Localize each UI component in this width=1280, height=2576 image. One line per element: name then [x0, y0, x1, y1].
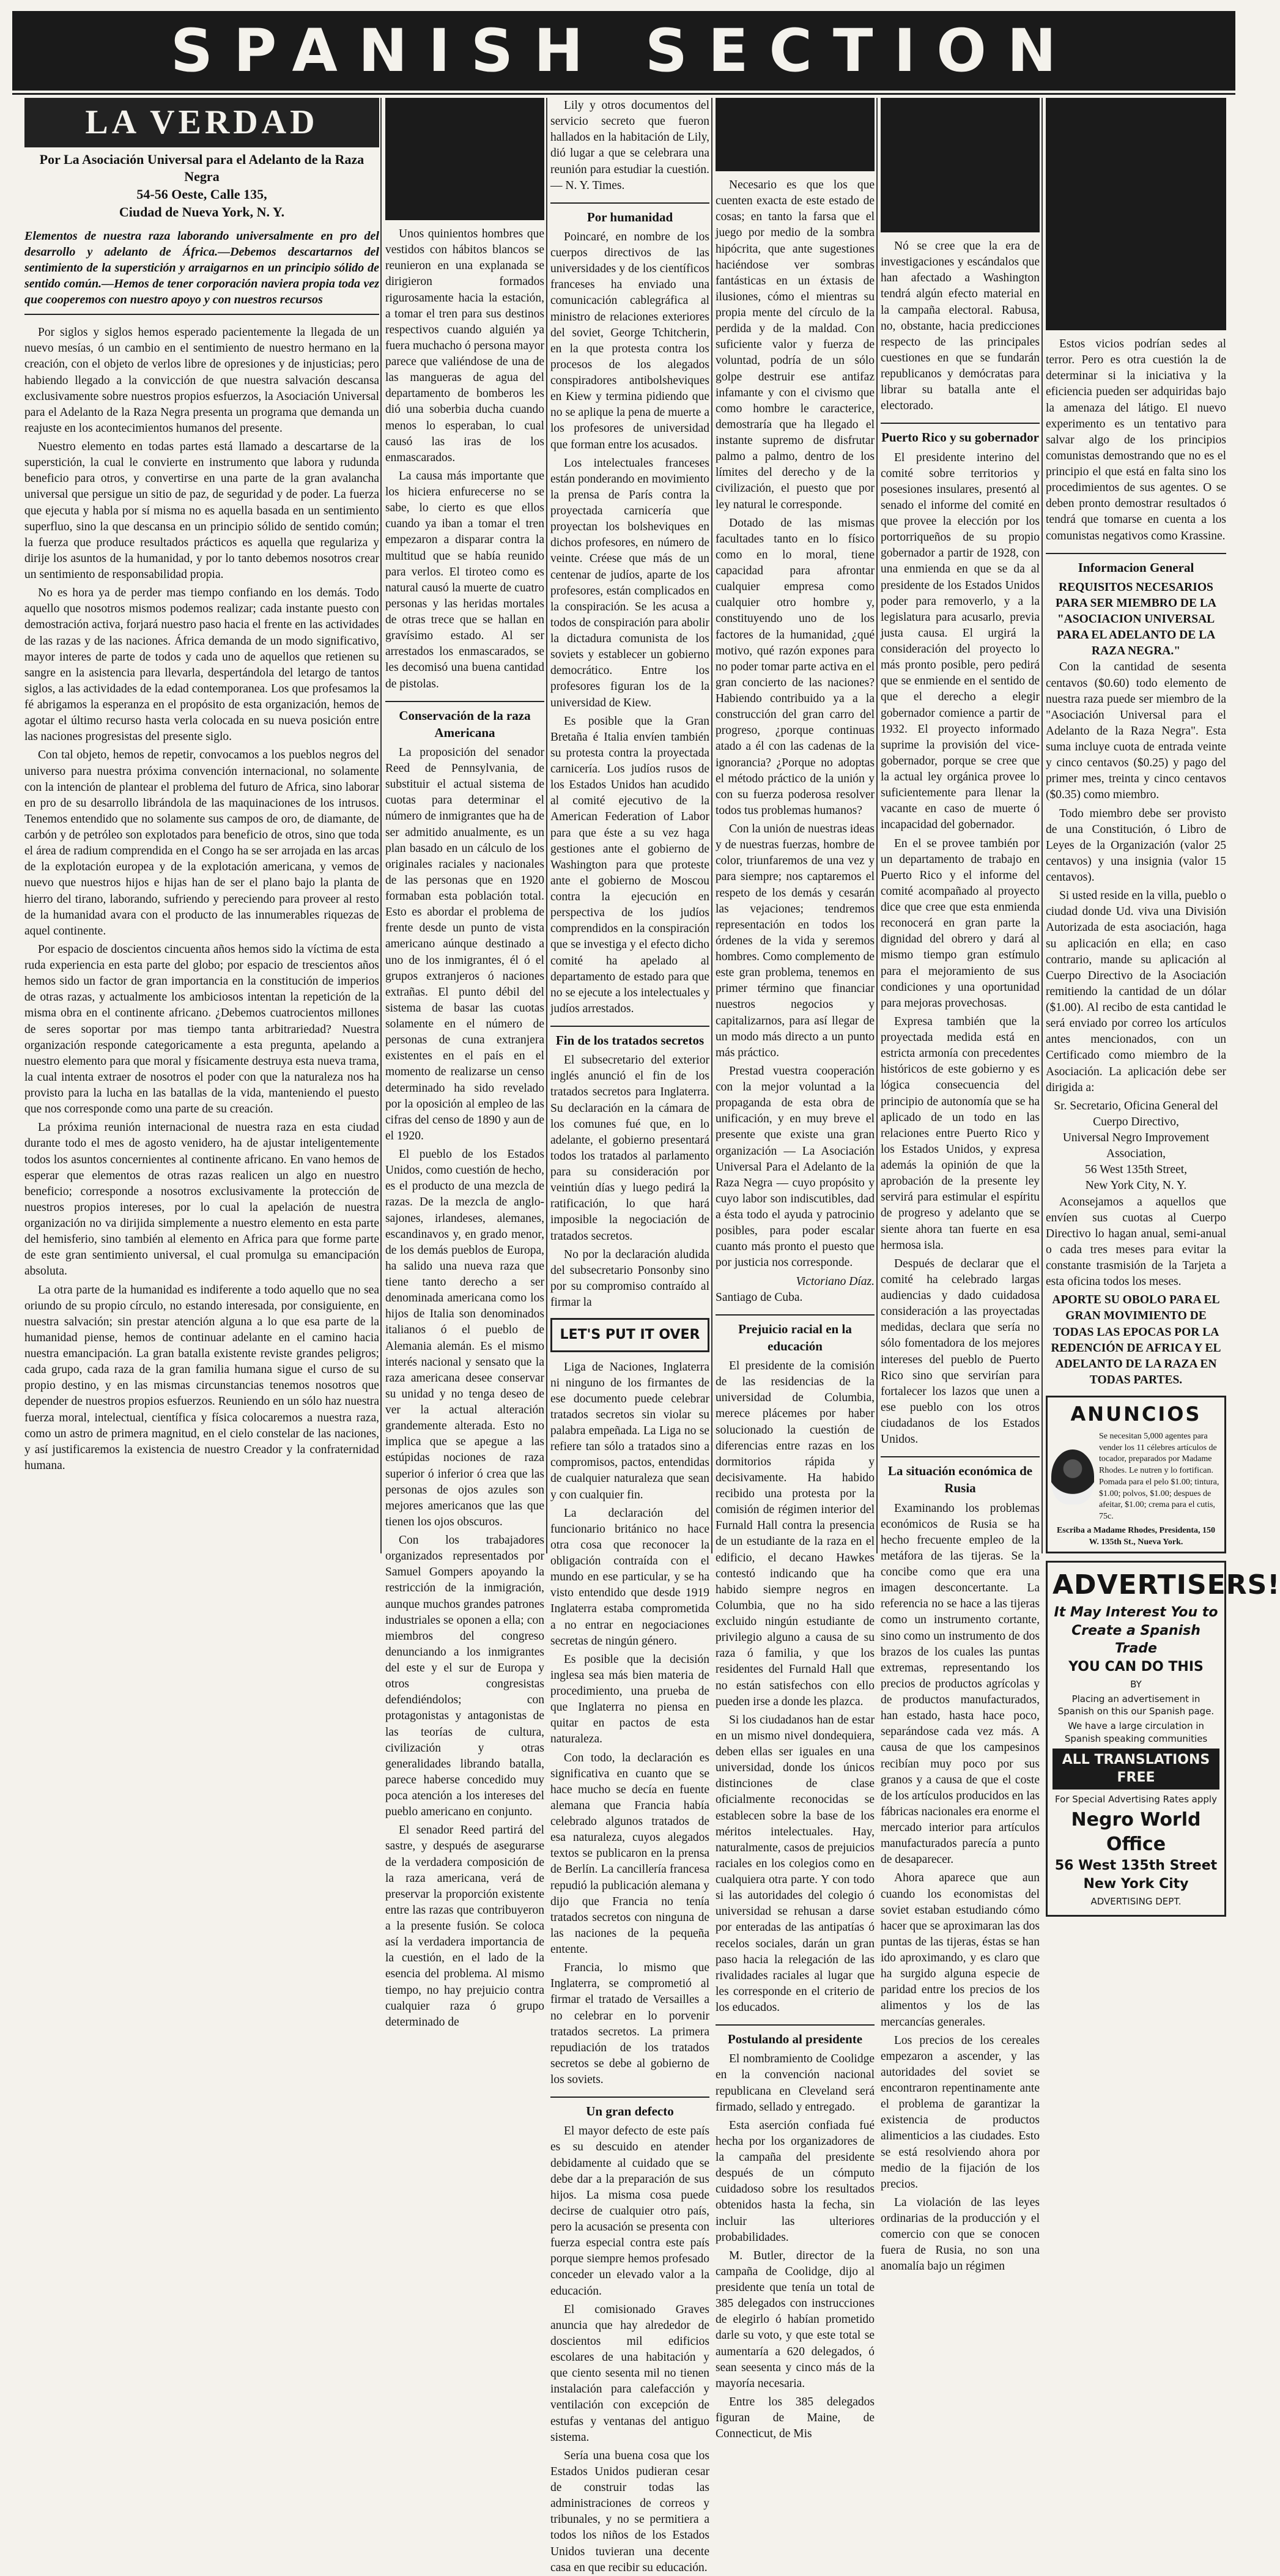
article-paragraph: El mayor defecto de este país es su descuido en atender debidamente al cuidado que se debe dar a la preparación de sus hijos. La misma cosa puede decirse de cualquier otro país, pero la acusación se presenta con fuerza especial contra este país porque siempre hemos profesado conceder un elevado valor a la educación. — [550, 2125, 709, 2298]
masthead-city: Ciudad de Nueva York, N. Y. — [119, 204, 285, 220]
lets-put-it-over-box: LET'S PUT IT OVER — [550, 1318, 709, 1352]
membership-requirements-title: REQUISITOS NECESARIOS PARA SER MIEMBRO DE LA "ASOCIACION UNIVERSAL PARA EL ADELANTO DE LA RAZA NEGRA." — [1056, 580, 1216, 658]
column-4 — [716, 98, 875, 2441]
mailing-address — [1046, 1098, 1226, 1194]
article-heading: Fin de los tratados secretos — [550, 1026, 709, 1049]
article-paragraph: El presidente de la comisión de las residencias de la universidad de Columbia, merece plácemes por haber solucionado la cuestión de diferencias entre razas en los dormitorios rápida y decisivamente. Ha habido recibido una protesta por la comisión de régimen interior del Furnald Hall contra la presencia de un estudiante de la raza en el edificio, el decano Hawkes contestó indicando que ha habido siempre negros en Columbia, que no ha sido excluido ningún estudiante de privilegio alguno a causa de su raza ó familia, y que los residentes del Furnald Hall que no están satisfechos con ello pueden irse a donde les plazca. — [716, 1360, 875, 1708]
ad-rates: For Special Advertising Rates apply — [1055, 1793, 1217, 1805]
article-paragraph: Sería una buena cosa que los Estados Unidos pudieran cesar de construir todas las administraciones de correos y tribunales, y no se permitiera a todos los niños de los Estados Unidos tuvieran una decente casa en que recibir su educación. — [550, 2449, 709, 2574]
article-paragraph: La declaración del funcionario británico no hace otra cosa que reconocer la obligación contraída con el mundo en ese particular, y se ha visto entendido que desde 1919 Inglaterra estaba comprometida a no entrar en negociaciones secretas de ningún género. — [550, 1506, 709, 1648]
anuncios-footer: Escriba a Madame Rhodes, Presidenta, 150 W. 135th St., Nueva York. — [1056, 1525, 1216, 1547]
article-paragraph: La causa más importante que los hiciera enfurecerse no se sabe, lo cierto es que ellos cuando ya iban a tomar el tren empezaron a disparar contra la multitud que se había reunido para verlos. El tiroteo como es natural causó la muerte de cuatro personas y las heridas mortales de otras trece que se hallan en gravísimo estado. Al ser arrestados los enmascarados, se les decomisó una buena cantidad de pistolas. — [385, 469, 544, 690]
signature-place: Santiago de Cuba. — [716, 1290, 803, 1304]
editorial-paragraph: Por espacio de doscientos cincuenta años hemos sido la víctima de esta ruda experiencia en esta parte del globo; por espacio de trescientos años hemos sido un factor de gran importancia en la constitución de imperios de otras razas, y actualmente los ambiciosos intentan la repetición de la misma obra en el continente africano. ¿Debemos cuatrocientos millones de seres soportar por mas tiempo tanta arbitrariedad? Nuestra organización responde categoricamente a esta pregunta, apelando a nuestro elemento para que moral y físicamente destruya esta nueva trama, la cual intenta extraer de nosotros el poder con que la naturaleza nos ha provisto para la lucha en las batallas de la vida, manteniendo el puesto que nos corresponde como una parte de su creación. — [24, 942, 379, 1116]
article-paragraph: Es posible que la decisión inglesa sea más bien materia de procedimiento, una prueba de que Inglaterra no piensa en quitar en pactos de esta naturaleza. — [550, 1653, 709, 1746]
article-paragraph: Con los trabajadores organizados representados por Samuel Gompers apoyando la restricción de la inmigración, aunque muchos grandes patrones industriales se oponen a ella; con miembros del congreso denunciando a los inmigrantes del este y el sur de Europa y otros congresistas defendiéndolos; con protagonistas y antagonistas de las teorías de cultura, civilización y otras generalidades librando batalla, parece haberse concedido muy poca atención a los intereses del pueblo americano en conjunto. — [385, 1534, 544, 1819]
damaged-print-area — [1046, 98, 1226, 330]
masthead-title: LA VERDAD — [24, 98, 379, 147]
address-line: Universal Negro Improvement Association, — [1062, 1131, 1210, 1161]
ad-placing: Placing an advertisement in Spanish on this our Spanish page. — [1057, 1693, 1215, 1717]
banner-rule — [12, 93, 1235, 95]
column-rule — [546, 98, 547, 1553]
ad-title: ADVERTISERS! — [1052, 1569, 1280, 1601]
article-paragraph: El comisionado Graves anuncia que hay alrededor de doscientos mil edificios escolares de una habitación y que ciento sesenta mil no tienen instalación para calefacción y ventilación con excepción de estufas y ventanas del antiguo sistema. — [550, 2303, 709, 2444]
article-paragraph: Entre los 385 delegados figuran de Maine, de Connecticut, de Mis — [716, 2395, 875, 2441]
article-heading: Puerto Rico y su gobernador — [881, 423, 1040, 446]
article-paragraph: Lily y otros documentos del servicio secreto que fueron hallados en la habitación de Lily, dió lugar a que se celebrara una reunión para estudiar la cuestión. — N. Y. Times. — [550, 99, 709, 192]
column-rule — [1041, 98, 1043, 1553]
article-paragraph: Expresa también que la proyectada medida está en estricta armonía con precedentes históricos de este gobierno y es lógica consecuencia del principio de autonomía que se ha aplicado de un todo en las relaciones entre Puerto Rico y los Estados Unidos, y expresa además la opinión de que la aprobación de la presente ley servirá para estimular el espíritu de progreso y adelanto que se siente ahora tan fuerte en esa hermosa isla. — [881, 1015, 1040, 1252]
article-heading: Postulando al presidente — [716, 2024, 875, 2048]
article-paragraph: Unos quinientos hombres que vestidos con hábitos blancos se reunieron en una explanada se dirigieron formados rigurosamente hacia la estación, a tomar el tren para sus destinos respectivos cuando alguién ya fuera muchacho ó persona mayor parece que valiéndose de una de las mangueras de agua del departamento de bomberos les dió una soberbia ducha cuando menos lo esperaban, lo cual causó las iras de los enmascarados. — [385, 228, 544, 464]
article-paragraph: En el se provee también por un departamento de trabajo en Puerto Rico y el informe del comité acompañado al proyecto dice que cree que esta enmienda reconocerá en gran parte la dignidad del obrero y dará al mismo tiempo gran estímulo para el mejoramiento de sus condiciones y una oportunidad para mejoras provechosas. — [881, 837, 1040, 1010]
article-heading: Prejuicio racial en la educación — [716, 1314, 875, 1355]
editorial-paragraph: Por siglos y siglos hemos esperado pacientemente la llegada de un nuevo mesías, ó un cambio en el sentimiento de nuestro hermano en la creación, con el objeto de verlos libre de opresiones y de injusticias; pero habiendo llegado a la convicción de que nuestra salvación descansa exclusivamente sobre nuestros propios esfuerzos, la Asociación Universal para el Adelanto de la Raza Negra presenta un programa que demanda un reajuste en los acontecimientos humanos del presente. — [24, 326, 379, 435]
column-5 — [881, 98, 1040, 2273]
article-paragraph: Es posible que la Gran Bretaña é Italia envíen también su protesta contra la proyectada carnicería. Los judíos rusos de los Estados Unidos han acudido al comité ejecutivo de la American Federation of Labor para que éste a su vez haga gestiones ante el gobierno de Washington para que proteste ante el gobierno de Moscou contra la ejecución en perspectiva de los judíos comprendidos en la conspiración que se investiga y el efecto dicho comité ha apelado al departamento de estado para que no se ejecute a los intelectuales y judíos arrestados. — [550, 714, 709, 1015]
article-paragraph: Prestad vuestra cooperación con la mejor voluntad a la propaganda de esta obra de unificación, y en muy breve el presente que existe una gran organización — La Asociación Universal Para el Adelanto de la Raza Negra — cuyo propósito y cuyo labor son indiscutibles, dad a ésta todo el ayuda y patrocinio posibles, para poder escalar cuanto más pronto el puesto que por justicia nos corresponde. — [716, 1064, 875, 1270]
address-line: 56 West 135th Street, — [1084, 1163, 1188, 1177]
article-paragraph: Con la cantidad de sesenta centavos ($0.60) todo elemento de nuestra raza puede ser miembro de la "Asociación Universal para el Adelanto de la Raza Negra". Esta suma incluye cuota de entrada veinte y cinco centavos ($0.25) y pago del primer mes, treinta y cinco centavos ($0.35) como miembro. — [1046, 661, 1226, 802]
article-heading: Un gran defecto — [550, 2097, 709, 2120]
article-paragraph: El pueblo de los Estados Unidos, como cuestión de hecho, es el producto de una mezcla de razas. De la mezcla de anglo-sajones, irlandeses, alemanes, escandinavos y, en grado menor, de los demás pueblos de Europa, ha salido una nueva raza que tiene tanto derecho a ser denominada americana como los hijos de Italia son denominados italianos ó el pueblo de Alemania alemán. Es el mismo interés nacional y sensato que la raza americana desee conservar su unidad y no tenga deseo de ver la actual alteración grandemente alterada. Esto no implica que se apegue a las estúpidas nociones de raza superior ó inferior ó crea que las personas de ojos azules son mejores americanos que las que tienen los ojos obscuros. — [385, 1148, 544, 1528]
article-heading: La situación económica de Rusia — [881, 1456, 1040, 1497]
anuncios-row — [1051, 1431, 1221, 1523]
editorial-deck: Elementos de nuestra raza laborando universalmente en pro del desarrollo y adelanto de África.—Debemos descartarnos del sentimiento de la superstición y arraigarnos en un principio sólido de sentido común.—Hemos de tener corporación naviera propia toda vez que cooperemos con nuestro apoyo y con nuestros recursos — [24, 228, 379, 315]
article-paragraph: Ahora aparece que aun cuando los economistas del soviet estaban estudiando cómo hacer que se aproximaran las dos puntas de las tijeras, éstas se han ido aproximando, y es claro que ha surgido alguna especie de paridad entre los precios de los alimentos y los de las mercancías generales. — [881, 1871, 1040, 2029]
article-paragraph: El subsecretario del exterior inglés anunció el fin de los tratados secretos para Inglaterra. Su declaración en la cámara de los comunes fué que, en lo adelante, el gobierno presentará todos los tratados al parlamento para su consideración por veintiún días y luego pedirá la ratificación, lo que hará imposible la negociación de tratados secretos. — [550, 1054, 709, 1243]
article-paragraph: Los intelectuales franceses están ponderando en movimiento la prensa de París contra la proyectada carnicería que proyectan los bolsheviques en dichos profesores, en número de veinte. Créese que más de un centenar de judíos, aparte de los profesores, están complicados en la conspiración. Se les acusa a todos de conspiración para abolir la dictadura comunista de los soviets y establecer un gobierno democrático. Entre los profesores figuran los de la universidad de Kiew. — [550, 456, 709, 709]
article-paragraph: Liga de Naciones, Inglaterra ni ninguno de los firmantes de ese documento puede celebrar tratados secretos sin violar su palabra empeñada. La Liga no se refiere tan sólo a tratados sino a compromisos, pactos, entendidas de cualquier naturaleza que sean y con cualquier fin. — [550, 1360, 709, 1501]
article-paragraph: Dotado de las mismas facultades tanto en lo físico como en lo moral, tiene capacidad para afrontar cualquier empresa como cualquier otro hombre y, constituyendo uno de los factores de la humanidad, ¿qué motivo, qué razón expones para no poder tomar parte activa en el gran concierto de las naciones? Habiendo contribuido ya a la construcción del gran carro del progreso, ¿porque continuas atado a él con las cadenas de la ignorancia? ¿Porque no adoptas el método práctico de la unión y con su fuerza poderosa resolver todos tus problemas humanos? — [716, 516, 875, 817]
masthead-line: Por La Asociación Universal para el Adelanto de la Raza Negra — [39, 151, 364, 185]
ad-street: 56 West 135th Street — [1054, 1858, 1218, 1874]
column-rule — [711, 98, 712, 1553]
article-paragraph: El nombramiento de Coolidge en la convención nacional republicana en Cleveland será firmado, sellado y entregado. — [716, 2052, 875, 2114]
article-paragraph: Los precios de los cereales empezaron a ascender, y las autoridades del soviet se encontraron repentinamente ante el problema de garantizar la existencia de productos alimenticios a las ciudades. Esto se está resolviendo ahora por medio de la fijación de los precios. — [881, 2034, 1040, 2191]
address-line: Sr. Secretario, Oficina General del Cuerpo Directivo, — [1054, 1099, 1218, 1128]
anuncios-box — [1046, 1396, 1226, 1553]
masthead — [24, 98, 379, 221]
article-paragraph: M. Butler, director de la campaña de Coolidge, dijo al presidente que tenía un total de 385 delegados con instrucciones de elegirlo ó habían prometido darle su voto, y que este total se aumentaría a 620 delegados, ó sean seesenta y cinco más de la mayoría necesaria. — [716, 2249, 875, 2390]
damaged-print-area — [385, 98, 544, 220]
ad-office: Negro World Office — [1071, 1808, 1201, 1855]
article-paragraph: Estos vicios podrían sedes al terror. Pero es otra cuestión la de determinar si la iniciativa y la eficiencia pueden ser adquiridas bajo la amenaza del látigo. El nuevo experimento es un tentativo para salvar algo de los principios comunistas demostrando que no es el principio el que está en falta sino los procedimientos de sus agentes. O se deben pronto demostrar resultados ó tendrá que tomarse en cuenta a los comunistas negativos como Krassine. — [1046, 338, 1226, 542]
article-paragraph: Necesario es que los que cuenten exacta de este estado de cosas; en tanto la farsa que el juego por medio de la sombra hipócrita, que ante sugestiones haciéndose ver sombras fantásticas en un éxtasis de ilusiones, cómo el mientras su propia mente del círculo de la perdida y de la maldad. Con suficiente valor y fuerza de voluntad, podría de un sólo golpe destruir ese antifaz infamante y con el civismo que como hombre le caracterice, demostraría que ha llegado el instante supremo de disfrutar palmo a palmo, dentro de los límites del derecho y de la civilización, el puesto que por ley natural le corresponde. — [716, 179, 875, 511]
editorial-paragraph: Nuestro elemento en todas partes está llamado a descartarse de la superstición, la cual le convierte en instrumento que labora y rudunda beneficio para otros, y convertirse en una parte de la gran avalancha universal que persigue un sitio de paz, de seguridad y de poder. La fuerza que ejecuta y habla por sí misma no es aquella basada en un sentimiento superfluo, sino la que descansa en un principio sólido de sentido común; la fuerza que produce resultados prácticos es aquella que regulariza y dirije los asuntos de la humanidad, y por lo tanto debemos nosotros crear un sentimiento de responsabilidad propia. — [24, 440, 379, 582]
column-6 — [1046, 98, 1280, 1908]
article-paragraph: La proposición del senador Reed de Pennsylvania, de substituir el actual sistema de cuotas para determinar el número de inmigrantes que ha de ser admitido anualmente, es un plan basado en un cálculo de los originales raciales y nacionales de las personas que en 1920 formaban esta población total. Esto es abordar el problema de frente desde un punto de vista americano aúnque destinado a uno de los inmigrantes, él ó el grupos extranjeros ó naciones extrañas. El punto débil del sistema de basar las cuotas solamente en el número de personas de cuna extranjera existentes en el país en el momento de realizarse un censo determinado ha sido revelado por la oposición al empleo de las cifras del censo de 1890 y aun de el 1920. — [385, 746, 544, 1142]
editorial-column — [24, 98, 379, 1553]
editorial-paragraph: No es hora ya de perder mas tiempo confiando en los demás. Todo aquello que nosotros mismos podemos realizar; cada instante puesto con demostración activa, forjará nuestro paso hacia el frente en las actividades de las razas y de las naciones. África demanda de un modo significativo, mayor interes de parte de todos y cada uno de aquellos que retienen su sangre en la asistencia para llevarla, despertándola del letargo de tantos siglos, a las actividades de la edad contemporanea. Los que profesamos la fé abrigamos la esperanza en el propósito de esta organización, hemos de agotar el último recurso hasta verla colocada en su nueva posición entre las naciones progresistas del presente siglo. — [24, 587, 379, 744]
article-paragraph: Si los ciudadanos han de estar en un mismo nivel dondequiera, deben ellas ser iguales en una universidad, donde los únicos distinciones de clase oficialmente reconocidas se establecen sobre la base de los méritos intelectuales. Hay, naturalmente, casos de prejuicios raciales en los colegios como en cualquiera otra parte. Y con todo si las autoridades del colegio ó universidad se rehusan a darse por enteradas de las antipatías ó recelos sociales, darán un gran paso hacia la relegación de las rivalidades raciales al lugar que les corresponde en el criterio de los educados. — [716, 1713, 875, 2014]
article-paragraph: Todo miembro debe ser provisto de una Constitución, ó Libro de Leyes de la Organización (valor 25 centavos) y una insignia (valor 15 centavos). — [1046, 807, 1226, 884]
masthead-address: 54-56 Oeste, Calle 135, — [136, 186, 267, 202]
article-heading: Por humanidad — [550, 202, 709, 226]
damaged-print-area — [881, 98, 1040, 232]
column-rule — [876, 98, 878, 1553]
ad-line: YOU CAN DO THIS — [1068, 1659, 1204, 1675]
portrait-image — [1051, 1449, 1094, 1505]
ad-free-translations: ALL TRANSLATIONS FREE — [1052, 1749, 1219, 1790]
ad-by: BY — [1130, 1679, 1142, 1690]
article-heading: Conservación de la raza Americana — [385, 701, 544, 741]
article-paragraph: El senador Reed partirá del sastre, y después de asegurarse de la verdadera composición de la raza americana, verá de preservar la proporción existente entre las razas que contribuyeron a la presente fusión. Se coloca así la verdadera importancia de la cuestión, en el lado de la esencia del problema. Al mismo tiempo, no hay prejuicio contra cualquier raza ó grupo determinado de — [385, 1824, 544, 2029]
address-line: New York City, N. Y. — [1085, 1179, 1187, 1193]
ad-line: It May Interest You to Create a Spanish Trade — [1054, 1605, 1218, 1657]
article-paragraph: Con todo, la declaración es significativa en cuanto que se hace mucho se decía en fuente alemana que Francia había celebrado algunos tratados de esa naturaleza, cuyos alegados textos se publicaron en la prensa de Berlín. La cancillería francesa repudió la publicación alemana y dijo que Francia no tenía tratados secretos con ninguna de las naciones de la pequeña entente. — [550, 1751, 709, 1956]
ad-circulation: We have a large circulation in Spanish speaking communities — [1064, 1720, 1208, 1744]
article-paragraph: Nó se cree que la era de investigaciones y escándalos que han afectado a Washington tendrá algún efecto material en la campaña electoral. Rabusa, no, obstante, hacia predicciones respecto de las principales cuestiones en que se fundarán republicanos y demócratas para librar su batalla ante el electorado. — [881, 240, 1040, 413]
article-paragraph: Después de declarar que el comité ha celebrado largas audiencias y dado cuidadosa consideración a las proyectadas medidas, declara que sería no sólo fomentadora de los mejores intereses del pueblo de Puerto Rico sino que servirían para fortalecer los lazos que unen a ese pueblo con los otros ciudadanos de los Estados Unidos. — [881, 1257, 1040, 1446]
anuncios-heading: ANUNCIOS — [1070, 1402, 1202, 1426]
ad-city: New York City — [1083, 1876, 1189, 1892]
article-paragraph: Esta aserción confiada fué hecha por los organizadores de la campaña del presidente después de un cómputo cuidadoso sobre los resultados obtenidos hasta la fecha, sin incluir las ulteriores probabilidades. — [716, 2119, 875, 2244]
damaged-print-area — [716, 98, 875, 171]
appeal-text: APORTE SU OBOLO PARA EL GRAN MOVIMIENTO DE TODAS LAS EPOCAS POR LA REDENCIÓN DE AFRICA Y EL ADELANTO DE LA RAZA EN TODAS PARTES. — [1051, 1294, 1221, 1386]
article-heading: Informacion General — [1046, 553, 1226, 576]
article-paragraph: Francia, lo mismo que Inglaterra, se comprometió al firmar el tratado de Versailles a no celebrar en lo porvenir tratados secretos. La primera repudiación de los tratados secretos se debe al gobierno de los soviets. — [550, 1961, 709, 2087]
article-paragraph: Poincaré, en nombre de los cuerpos directivos de las universidades y de los científicos franceses ha enviado una comunicación cablegráfica al ministro de relaciones exteriores del soviet, George Tchitcherin, en la que protesta contra los procesos de los alegados conspiradores antibolsheviques en Kiew y termina pidiendo que no se aplique la pena de muerte a los profesores de universidad que forman entre los acusados. — [550, 230, 709, 451]
article-paragraph: Examinando los problemas económicos de Rusia se ha hecho frecuente empleo de la metáfora de las tijeras. Se la concibe como que era una imagen desconcertante. La referencia no se hace a las tijeras como un instrumento cortante, sino como un instrumento de dos brazos de los cuales las puntas extremas, representando los precios de productos agrícolas y de productos manufacturados, han estado, hasta hace poco, separándose cada vez más. A causa de que los campesinos recibían muy poco por sus granos y a causa de que el coste de los artículos producidos en las fábricas nacionales era enorme el mercado interior para artículos manufacturados parecía a punto de desaparecer. — [881, 1501, 1040, 1867]
article-paragraph: La violación de las leyes ordinarias de la producción y el comercio con que se conocen fuera de Rusia, no son una anomalía bajo un régimen — [881, 2196, 1040, 2273]
editorial-paragraph: Con tal objeto, hemos de repetir, convocamos a los pueblos negros del universo para nuestra próxima convención internacional, no solamente con la intención de plantear el problema del futuro de Africa, sino laborar en pro de su desarrollo librándola de las maquinaciones de los intrusos. Tenemos entendido que no solamente sus campos de oro, de diamante, de carbón y de petróleo son explotados para beneficio de otros, sino que toda el área de radium comprendida en el Congo ha se ser arrojada en las arcas de la explotación europea y de la explotación americana, y vemos de nuevo que nuestros hijos e hijas han de ser el plano bajo la planta de hierro del tirano, laborando, sufriendo y pereciendo para proveer al resto de la humanidad avara con el producto de las innumerables riquezas de aquel continente. — [24, 749, 379, 938]
article-paragraph: Aconsejamos a aquellos que envíen sus cuotas al Cuerpo Directivo lo hagan anual, semi-anual o cada tres meses para evitar la constante trasmisión de la Tarjeta a esta oficina todos los meses. — [1046, 1195, 1226, 1289]
article-paragraph: Si usted reside en la villa, pueblo o ciudad donde Ud. viva una División Autorizada de esta asociación, haga su aplicación en ella; en caso contrario, mande su aplicación al Cuerpo Directivo de la Asociación remitiendo la cantidad de un dólar ($1.00). Al recibo de esta cantidad le será enviado por correo los artículos antes mencionados, con un Certificado como miembro de la Asociación. La aplicación debe ser dirigida a: — [1046, 889, 1226, 1094]
article-paragraph: Con la unión de nuestras ideas y de nuestras fuerzas, hombre de color, triunfaremos de una vez y para siempre; nos captaremos el respeto de los demás y cesarán las vejaciones; tendremos representación en todos los órdenes de la vida y seremos hombres. Como complemento de este gran problema, tenemos en primer término que financiar nuestros negocios y capitalizarnos, para así llegar de un modo más directo a un punto más práctico. — [716, 823, 875, 1059]
column-3 — [550, 98, 709, 2574]
column-2 — [385, 98, 544, 2029]
article-paragraph: El presidente interino del comité sobre territorios y posesiones insulares, presentó al senado el informe del comité en que provee la elección por los portorriqueños de su propio gobernador a partir de 1928, con una enmienda en que se da al presidente de los Estados Unidos poder para removerlo, y a la legislatura para acusarlo, previa justa causa. El urgirá la consideración del proyecto lo más pronto posible, pero pedirá que se enmiende en el sentido de que el derecho a elegir gobernador comience a partir de 1932. El proyecto informado suprime la provisión del vice-gobernador, porque se cree que la actual ley orgánica provee lo suficientemente para llenar la vacante en caso de muerte ó incapacidad del gobernador. — [881, 451, 1040, 832]
signature: Victoriano Díaz. — [796, 1275, 875, 1288]
ad-dept: ADVERTISING DEPT. — [1090, 1896, 1182, 1908]
advertisers-ad — [1046, 1561, 1280, 1917]
anuncios-text: Se necesitan 5,000 agentes para vender los 11 célebres artículos de tocador, preparados por Madame Rhodes. Le nutren y lo fortifican. Pomada para el pelo $1.00; tintura, $1.00; polvos, $1.00; despues de afeitar, $1.00; crema para el cutis, 75c. — [1099, 1431, 1219, 1522]
section-banner: SPANISH SECTION — [12, 11, 1235, 91]
article-paragraph: No por la declaración aludida del subsecretario Ponsonby sino por su compromiso contraído al firmar la — [550, 1248, 709, 1309]
editorial-paragraph: La otra parte de la humanidad es indiferente a todo aquello que no sea oriundo de su propio círculo, no estando interesada, por consiguiente, en nuestra salvación; sin prestar atención alguna a lo que esa parte de la humanidad piense, hemos de continuar adelante en el camino hacia nuestra emancipación. La gran batalla existente reviste grandes peligros; cada grupo, cada raza de la gran familia humana sigue el curso de su propio destino, y en las mismas circunstancias tenemos nosotros que depender de nuestros propios esfuerzos. Reuniendo en un sólo haz nuestra fuerza moral, intelectual, científica y física colocaremos a nuestra raza, como un astro de primera magnitud, en el cielo constelar de las naciones, y así justificaremos la existencia de nuestro Creador y la confraternidad humana. — [24, 1283, 379, 1472]
editorial-paragraph: La próxima reunión internacional de nuestra raza en esta ciudad durante todo el mes de agosto venidero, ha de ajustar inteligentemente todos los asuntos concernientes al continente africano. En vano hemos de esperar que elementos de otras razas realicen un algo en nuestro beneficio; corresponde a nosotros exclusivamente la protección de nuestros propios intereses, por lo cual la apelación de nuestra organización no va dirijida simplemente a nuestro elemento en esta parte del hemisferio, sino también al elemento en Africa para que forme parte de este gran sentimiento universal, el cual promulga su emancipación absoluta. — [24, 1121, 379, 1278]
column-rule — [380, 98, 382, 1553]
